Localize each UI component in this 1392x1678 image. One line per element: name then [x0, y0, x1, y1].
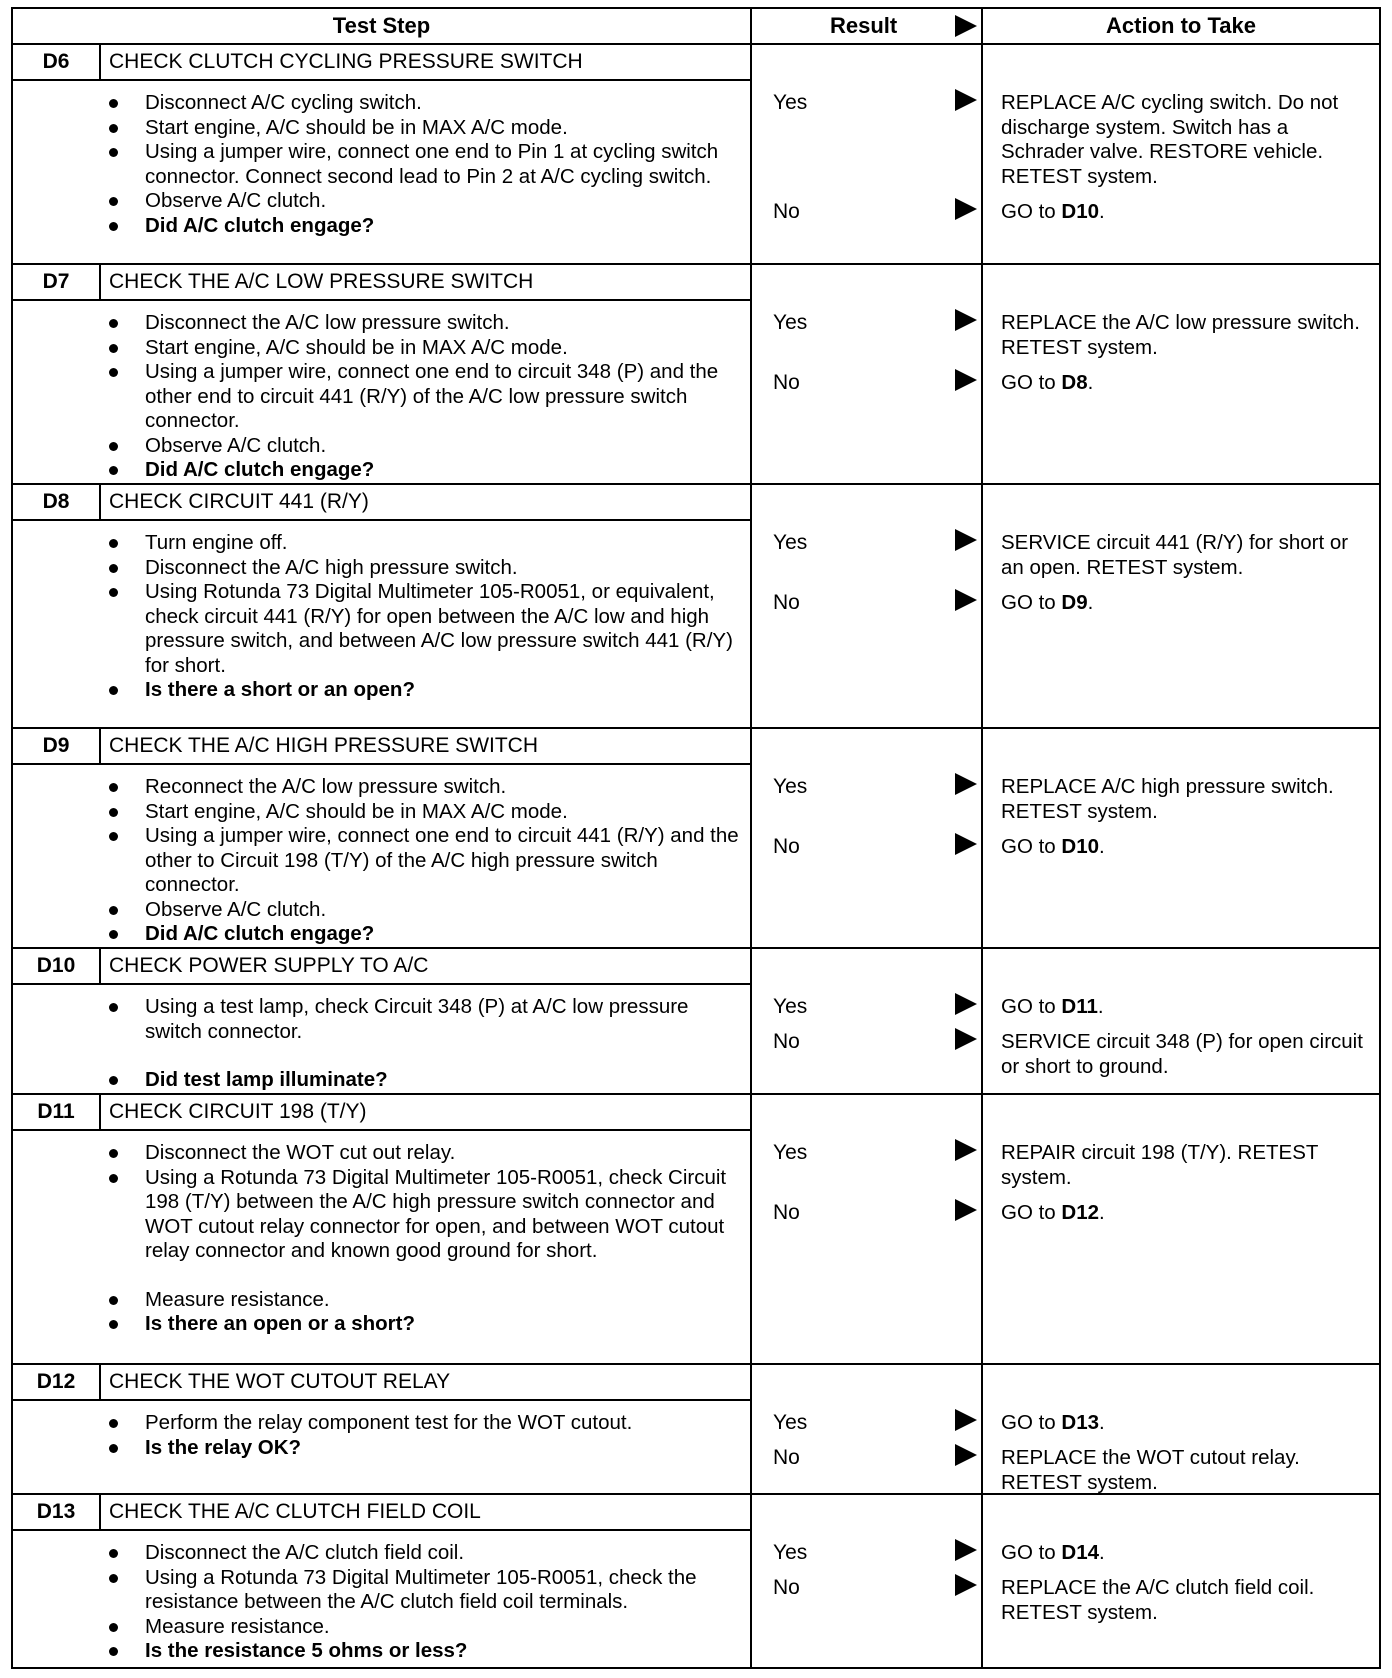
instruction: Observe A/C clutch. — [105, 898, 745, 923]
result-no: No — [773, 200, 800, 223]
step-question: Is there an open or a short? — [105, 1312, 745, 1337]
action-no: REPLACE the A/C clutch field coil. RETEST system. — [1001, 1576, 1315, 1624]
step-question: Is the relay OK? — [105, 1436, 665, 1461]
action-no — [1001, 371, 1373, 396]
result-no: No — [773, 591, 800, 614]
instruction: Disconnect the WOT cut out relay. — [105, 1141, 745, 1166]
step-instructions — [105, 1541, 745, 1664]
action-no: REPLACE the WOT cutout relay. RETEST system. — [1001, 1446, 1300, 1494]
action-text: GO to — [1001, 200, 1062, 223]
action-no — [1001, 1201, 1373, 1226]
action-yes — [1001, 995, 1373, 1020]
step-d6 — [13, 45, 1379, 263]
step-instructions — [105, 311, 745, 483]
step-instructions — [105, 775, 745, 947]
step-reference: D10 — [1061, 835, 1099, 858]
step-id: D12 — [36, 1370, 76, 1393]
yes-arrow-icon — [955, 993, 977, 1015]
step-reference: D11 — [1061, 995, 1098, 1018]
instruction: Measure resistance. — [105, 1288, 745, 1313]
yes-arrow-icon — [955, 1139, 977, 1161]
step-id: D11 — [37, 1100, 75, 1123]
diagnostic-table — [11, 7, 1381, 1669]
step-d13 — [13, 1495, 1379, 1667]
action-yes: REPLACE A/C cycling switch. Do not discharge system. Switch has a Schrader valve. RESTORE vehicle. RETEST system. — [1001, 91, 1339, 188]
instruction: Disconnect the A/C low pressure switch. — [105, 311, 745, 336]
action-text: GO to — [1001, 1541, 1062, 1564]
action-text: . — [1097, 995, 1104, 1018]
step-id: D7 — [42, 270, 70, 293]
header-test-step: Test Step — [332, 13, 431, 38]
result-yes: Yes — [773, 531, 808, 554]
action-text: . — [1099, 835, 1105, 858]
yes-arrow-icon — [955, 1539, 977, 1561]
action-text: . — [1099, 1541, 1105, 1564]
action-text: GO to — [1001, 1201, 1062, 1224]
step-id: D13 — [36, 1500, 76, 1523]
instruction: Using a test lamp, check Circuit 348 (P) at A/C low pressure switch connector. — [105, 995, 745, 1044]
step-reference: D8 — [1061, 371, 1088, 394]
action-text: . — [1099, 1201, 1105, 1224]
yes-arrow-icon — [955, 89, 977, 111]
step-title: CHECK POWER SUPPLY TO A/C — [109, 954, 429, 977]
result-no: No — [773, 1030, 800, 1053]
step-d9 — [13, 729, 1379, 947]
instruction: Disconnect A/C cycling switch. — [105, 91, 745, 116]
step-d8 — [13, 485, 1379, 727]
step-title: CHECK THE WOT CUTOUT RELAY — [109, 1370, 451, 1393]
step-d10 — [13, 949, 1379, 1093]
action-yes: SERVICE circuit 441 (R/Y) for short or an open. RETEST system. — [1001, 531, 1349, 579]
step-question: Did test lamp illuminate? — [105, 1068, 745, 1093]
action-text: . — [1087, 371, 1094, 394]
result-no: No — [773, 1201, 800, 1224]
no-arrow-icon — [955, 198, 977, 220]
result-yes: Yes — [773, 775, 808, 798]
result-yes: Yes — [773, 995, 808, 1018]
step-reference: D12 — [1061, 1201, 1099, 1224]
action-text: GO to — [1001, 1411, 1062, 1434]
step-title: CHECK CIRCUIT 198 (T/Y) — [109, 1100, 367, 1123]
no-arrow-icon — [955, 833, 977, 855]
instruction: Turn engine off. — [105, 531, 745, 556]
instruction: Using Rotunda 73 Digital Multimeter 105-R0051, or equivalent, check circuit 441 (R/Y) for open between the A/C low and high pressure switch, and between A/C low pressure switch 441 (R/Y) for short. — [105, 580, 745, 678]
result-no: No — [773, 1446, 800, 1469]
action-yes — [1001, 1411, 1373, 1436]
step-instructions — [105, 1411, 665, 1460]
action-yes: REPLACE A/C high pressure switch. RETEST system. — [1001, 775, 1334, 823]
step-title: CHECK CIRCUIT 441 (R/Y) — [109, 490, 369, 513]
no-arrow-icon — [955, 589, 977, 611]
instruction: Start engine, A/C should be in MAX A/C mode. — [105, 800, 745, 825]
step-reference: D10 — [1061, 200, 1099, 223]
instruction: Disconnect the A/C clutch field coil. — [105, 1541, 745, 1566]
result-yes: Yes — [773, 91, 808, 114]
step-instructions — [105, 91, 745, 238]
table-header — [13, 9, 1379, 45]
action-text: GO to — [1001, 591, 1062, 614]
step-id: D8 — [42, 490, 70, 513]
action-yes — [1001, 1541, 1373, 1566]
result-no: No — [773, 1576, 800, 1599]
step-title: CHECK THE A/C CLUTCH FIELD COIL — [109, 1500, 481, 1523]
instruction: Observe A/C clutch. — [105, 189, 745, 214]
action-text: . — [1099, 200, 1105, 223]
yes-arrow-icon — [955, 773, 977, 795]
instruction: Using a jumper wire, connect one end to circuit 441 (R/Y) and the other to Circuit 198 (T/Y) of the A/C high pressure switch connector. — [105, 824, 745, 898]
step-id: D6 — [42, 50, 70, 73]
result-yes: Yes — [773, 1541, 808, 1564]
step-title: CHECK THE A/C HIGH PRESSURE SWITCH — [109, 734, 539, 757]
step-question: Did A/C clutch engage? — [105, 458, 745, 483]
result-no: No — [773, 371, 800, 394]
step-question: Did A/C clutch engage? — [105, 922, 745, 947]
result-no: No — [773, 835, 800, 858]
no-arrow-icon — [955, 1574, 977, 1596]
step-instructions — [105, 531, 745, 703]
no-arrow-icon — [955, 369, 977, 391]
header-action: Action to Take — [1106, 13, 1256, 38]
step-question: Did A/C clutch engage? — [105, 214, 745, 239]
step-title: CHECK THE A/C LOW PRESSURE SWITCH — [109, 270, 534, 293]
instruction: Reconnect the A/C low pressure switch. — [105, 775, 745, 800]
header-result: Result — [830, 13, 898, 38]
result-yes: Yes — [773, 311, 808, 334]
no-arrow-icon — [955, 1199, 977, 1221]
step-question: Is the resistance 5 ohms or less? — [105, 1639, 745, 1664]
result-yes: Yes — [773, 1141, 808, 1164]
step-instructions — [105, 995, 745, 1093]
step-d12 — [13, 1365, 1379, 1493]
action-text: . — [1087, 591, 1094, 614]
step-question: Is there a short or an open? — [105, 678, 745, 703]
yes-arrow-icon — [955, 529, 977, 551]
step-instructions — [105, 1141, 745, 1337]
step-d7 — [13, 265, 1379, 483]
action-yes: REPLACE the A/C low pressure switch. RETEST system. — [1001, 311, 1360, 359]
instruction: Measure resistance. — [105, 1615, 745, 1640]
no-arrow-icon — [955, 1028, 977, 1050]
action-text: GO to — [1001, 995, 1062, 1018]
instruction: Start engine, A/C should be in MAX A/C mode. — [105, 116, 745, 141]
action-text: GO to — [1001, 835, 1062, 858]
no-arrow-icon — [955, 1444, 977, 1466]
step-reference: D13 — [1061, 1411, 1099, 1434]
action-no — [1001, 591, 1373, 616]
yes-arrow-icon — [955, 309, 977, 331]
action-yes: REPAIR circuit 198 (T/Y). RETEST system. — [1001, 1141, 1319, 1189]
instruction: Observe A/C clutch. — [105, 434, 745, 459]
instruction: Using a jumper wire, connect one end to circuit 348 (P) and the other end to circuit 441 (R/Y) of the A/C low pressure switch connector. — [105, 360, 745, 434]
step-id: D10 — [36, 954, 76, 977]
instruction: Disconnect the A/C high pressure switch. — [105, 556, 745, 581]
step-id: D9 — [42, 734, 70, 757]
action-no: SERVICE circuit 348 (P) for open circuit or short to ground. — [1001, 1030, 1363, 1078]
step-title: CHECK CLUTCH CYCLING PRESSURE SWITCH — [109, 50, 583, 73]
action-text: . — [1099, 1411, 1105, 1434]
action-text: GO to — [1001, 371, 1062, 394]
step-d11 — [13, 1095, 1379, 1363]
step-reference: D9 — [1061, 591, 1088, 614]
instruction: Using a jumper wire, connect one end to Pin 1 at cycling switch connector. Connect second lead to Pin 2 at A/C cycling switch. — [105, 140, 745, 189]
action-no — [1001, 835, 1373, 860]
header-arrow-icon — [955, 15, 977, 37]
result-yes: Yes — [773, 1411, 808, 1434]
instruction: Perform the relay component test for the WOT cutout. — [105, 1411, 665, 1436]
instruction: Using a Rotunda 73 Digital Multimeter 105-R0051, check the resistance between the A/C clutch field coil terminals. — [105, 1566, 745, 1615]
action-no — [1001, 200, 1373, 225]
instruction: Start engine, A/C should be in MAX A/C mode. — [105, 336, 745, 361]
step-reference: D14 — [1061, 1541, 1099, 1564]
yes-arrow-icon — [955, 1409, 977, 1431]
instruction: Using a Rotunda 73 Digital Multimeter 105-R0051, check Circuit 198 (T/Y) between the A/C high pressure switch connector and WOT cutout relay connector for open, and between WOT cutout relay connector and known good ground for short. — [105, 1166, 745, 1264]
